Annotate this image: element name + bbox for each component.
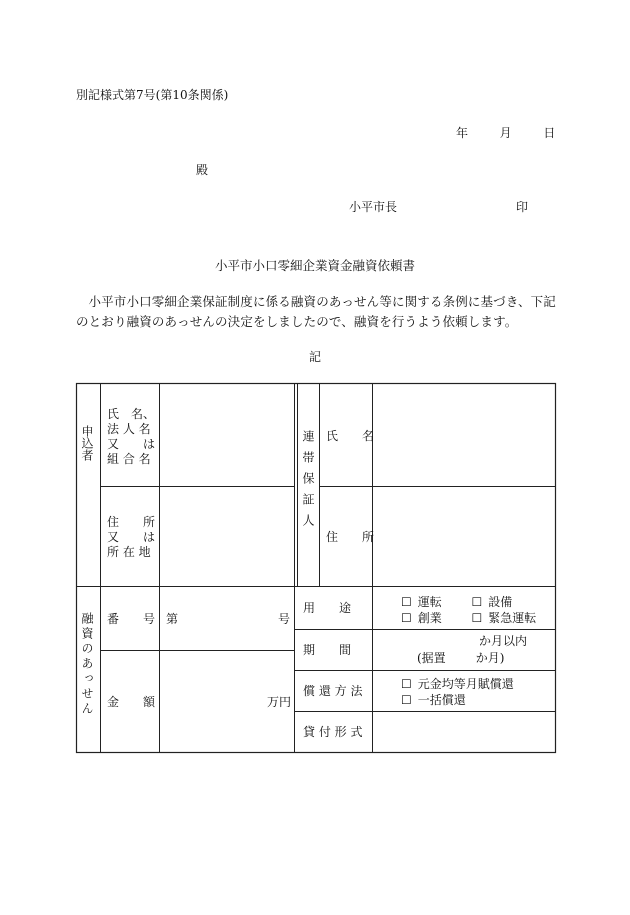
loan-number-suffix: 号 [277,612,290,626]
sender: 小平市長 [349,200,398,214]
purpose-checkbox-startup[interactable]: ☐ 創業 [401,611,442,625]
document-title: 小平市小口零細企業資金融資依頼書 [214,258,415,273]
applicant-address-input[interactable] [160,487,294,586]
ki-marker: 記 [308,350,321,364]
purpose-options [401,594,536,626]
loan-section-label: 融資のあっせん [80,612,94,717]
repayment-options [401,676,514,708]
date-month-field[interactable]: 月 [499,126,512,140]
purpose-checkbox-emergency[interactable]: ☐ 緊急運転 [471,611,537,625]
purpose-checkbox-operating[interactable]: ☐ 運転 [401,595,442,609]
repayment-label: 償 還 方 法 [303,684,363,698]
applicant-section-label: 申込者 [80,425,94,461]
loan-number-prefix: 第 [166,612,179,626]
addressee-suffix: 殿 [196,163,209,177]
purpose-checkbox-equipment[interactable]: ☐ 設備 [471,595,513,609]
guarantor-name-input[interactable] [373,384,555,486]
loan-amount-label: 金 額 [107,695,156,709]
loan-form-label: 貸 付 形 式 [303,725,363,739]
loan-number-label: 番 号 [107,612,156,626]
seal: 印 [516,200,529,214]
applicant-name-label: 氏 名、 法 人 名 又 は 組 合 名 [107,407,156,466]
repayment-checkbox-lump-sum[interactable]: ☐ 一括償還 [401,693,466,707]
period-months: か月以内 [479,634,528,648]
purpose-label: 用 途 [303,601,352,615]
period-deferment: (据置 か月) [417,651,505,665]
guarantor-address-label: 住 所 [326,530,375,544]
period-label: 期 間 [303,643,352,657]
applicant-name-input[interactable] [160,384,294,486]
form-id: 別記様式第7号(第10条関係) [76,88,229,102]
guarantor-section-label: 連帯保証人 [301,430,315,535]
loan-form-input[interactable] [373,712,555,752]
applicant-address-label: 住 所 又 は 所 在 地 [107,515,156,559]
repayment-checkbox-installment[interactable]: ☐ 元金均等月賦償還 [401,677,514,691]
date-year-field[interactable]: 年 [456,126,469,140]
loan-amount-unit: 万円 [267,695,292,709]
date-day-field[interactable]: 日 [543,126,556,140]
loan-number-input[interactable] [166,612,290,626]
guarantor-address-input[interactable] [373,487,555,586]
body-text: 小平市小口零細企業保証制度に係る融資のあっせん等に関する条例に基づき、下記のとおり融資のあっせんの決定をしましたので、融資を行うよう依頼します。 [76,294,556,329]
guarantor-name-label: 氏 名 [326,429,375,443]
